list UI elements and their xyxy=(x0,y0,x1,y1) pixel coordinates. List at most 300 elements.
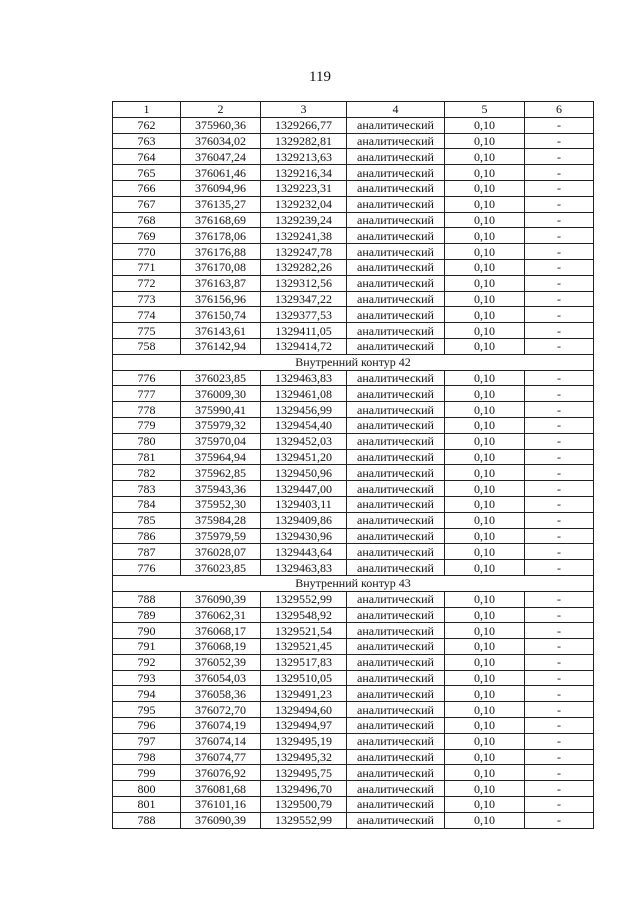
table-cell: аналитический xyxy=(347,307,445,323)
table-cell: - xyxy=(525,370,594,386)
table-cell: 1329312,56 xyxy=(261,275,347,291)
table-cell: 0,10 xyxy=(445,244,525,260)
table-cell: 766 xyxy=(113,180,181,196)
table-cell: - xyxy=(525,512,594,528)
table-row xyxy=(113,544,594,560)
table-cell: 1329223,31 xyxy=(261,180,347,196)
table-cell: 376074,77 xyxy=(181,749,261,765)
table-cell: 765 xyxy=(113,165,181,181)
table-cell: 376074,19 xyxy=(181,718,261,734)
table-cell: 1329494,97 xyxy=(261,718,347,734)
table-cell: 1329521,45 xyxy=(261,639,347,655)
column-header: 2 xyxy=(181,102,261,118)
table-row xyxy=(113,244,594,260)
column-header: 5 xyxy=(445,102,525,118)
table-cell: - xyxy=(525,749,594,765)
table-cell: 1329451,20 xyxy=(261,449,347,465)
table-row xyxy=(113,433,594,449)
table-row xyxy=(113,323,594,339)
table-cell: - xyxy=(525,686,594,702)
table-cell: 1329552,99 xyxy=(261,591,347,607)
table-cell: аналитический xyxy=(347,512,445,528)
table-cell: 1329411,05 xyxy=(261,323,347,339)
table-cell: - xyxy=(525,117,594,133)
table-cell: 376052,39 xyxy=(181,654,261,670)
table-cell: аналитический xyxy=(347,481,445,497)
table-cell: - xyxy=(525,291,594,307)
table-cell: 0,10 xyxy=(445,417,525,433)
table-cell: - xyxy=(525,323,594,339)
table-cell: 0,10 xyxy=(445,291,525,307)
coordinates-table xyxy=(112,101,594,829)
table-cell: 0,10 xyxy=(445,591,525,607)
table-cell: аналитический xyxy=(347,544,445,560)
table-cell: аналитический xyxy=(347,528,445,544)
table-cell: 776 xyxy=(113,560,181,576)
table-cell: - xyxy=(525,781,594,797)
table-cell: аналитический xyxy=(347,196,445,212)
table-cell: 376094,96 xyxy=(181,180,261,196)
table-cell: - xyxy=(525,718,594,734)
table-cell: аналитический xyxy=(347,812,445,828)
table-cell: 800 xyxy=(113,781,181,797)
table-cell: 0,10 xyxy=(445,386,525,402)
table-cell: - xyxy=(525,765,594,781)
table-row xyxy=(113,765,594,781)
table-cell: 376023,85 xyxy=(181,370,261,386)
table-cell: 376143,61 xyxy=(181,323,261,339)
table-cell: 375964,94 xyxy=(181,449,261,465)
table-cell: 1329495,32 xyxy=(261,749,347,765)
table-row xyxy=(113,591,594,607)
table-cell: 0,10 xyxy=(445,654,525,670)
table-cell: аналитический xyxy=(347,117,445,133)
table-cell: 376072,70 xyxy=(181,702,261,718)
table-cell: 770 xyxy=(113,244,181,260)
table-cell: 0,10 xyxy=(445,670,525,686)
table-cell: 0,10 xyxy=(445,133,525,149)
table-cell: 376135,27 xyxy=(181,196,261,212)
table-cell: 782 xyxy=(113,465,181,481)
section-row xyxy=(113,354,594,370)
table-cell: - xyxy=(525,654,594,670)
table-cell: аналитический xyxy=(347,433,445,449)
table-cell: - xyxy=(525,275,594,291)
column-header: 1 xyxy=(113,102,181,118)
table-row xyxy=(113,670,594,686)
table-row xyxy=(113,528,594,544)
table-cell: 376068,17 xyxy=(181,623,261,639)
table-cell: 0,10 xyxy=(445,165,525,181)
table-cell: 1329347,22 xyxy=(261,291,347,307)
table-cell: 1329443,64 xyxy=(261,544,347,560)
table-cell: 0,10 xyxy=(445,544,525,560)
table-cell: 376168,69 xyxy=(181,212,261,228)
table-cell: 0,10 xyxy=(445,718,525,734)
table-row xyxy=(113,797,594,813)
table-cell: 376058,36 xyxy=(181,686,261,702)
table-row xyxy=(113,228,594,244)
table-row xyxy=(113,402,594,418)
table-cell: 0,10 xyxy=(445,402,525,418)
table-cell: 758 xyxy=(113,338,181,354)
table-row xyxy=(113,133,594,149)
table-cell: 1329463,83 xyxy=(261,560,347,576)
table-cell: 0,10 xyxy=(445,259,525,275)
table-cell: аналитический xyxy=(347,386,445,402)
table-cell: - xyxy=(525,797,594,813)
table-row xyxy=(113,165,594,181)
table-cell: 375962,85 xyxy=(181,465,261,481)
table-row xyxy=(113,291,594,307)
table-cell: 376090,39 xyxy=(181,812,261,828)
table-cell: 0,10 xyxy=(445,228,525,244)
table-cell: 376009,30 xyxy=(181,386,261,402)
table-cell: - xyxy=(525,165,594,181)
table-cell: 777 xyxy=(113,386,181,402)
table-cell: - xyxy=(525,449,594,465)
table-cell: 376150,74 xyxy=(181,307,261,323)
table-cell: 375990,41 xyxy=(181,402,261,418)
table-cell: аналитический xyxy=(347,797,445,813)
table-row xyxy=(113,623,594,639)
table-cell: 376062,31 xyxy=(181,607,261,623)
table-cell: 775 xyxy=(113,323,181,339)
table-row xyxy=(113,749,594,765)
table-cell: 772 xyxy=(113,275,181,291)
table-cell: 376076,92 xyxy=(181,765,261,781)
table-row xyxy=(113,812,594,828)
table-row xyxy=(113,496,594,512)
table-cell: 792 xyxy=(113,654,181,670)
table-cell: 1329517,83 xyxy=(261,654,347,670)
table-cell: 0,10 xyxy=(445,149,525,165)
table-cell: - xyxy=(525,244,594,260)
table-row xyxy=(113,639,594,655)
table-cell: - xyxy=(525,417,594,433)
table-cell: аналитический xyxy=(347,639,445,655)
table-cell: аналитический xyxy=(347,560,445,576)
table-cell: 0,10 xyxy=(445,749,525,765)
table-row xyxy=(113,370,594,386)
table-cell: 1329447,00 xyxy=(261,481,347,497)
table-cell: аналитический xyxy=(347,370,445,386)
table-cell: аналитический xyxy=(347,733,445,749)
table-cell: 1329521,54 xyxy=(261,623,347,639)
table-cell: 375960,36 xyxy=(181,117,261,133)
table-cell: аналитический xyxy=(347,765,445,781)
table-cell: 797 xyxy=(113,733,181,749)
table-cell: 778 xyxy=(113,402,181,418)
table-row xyxy=(113,718,594,734)
table-cell: 0,10 xyxy=(445,275,525,291)
section-title: Внутренний контур 43 xyxy=(113,575,594,591)
table-cell: 0,10 xyxy=(445,338,525,354)
table-row xyxy=(113,512,594,528)
table-cell: 794 xyxy=(113,686,181,702)
table-cell: 798 xyxy=(113,749,181,765)
table-row xyxy=(113,449,594,465)
table-row xyxy=(113,733,594,749)
table-cell: - xyxy=(525,560,594,576)
table-cell: 0,10 xyxy=(445,607,525,623)
table-cell: 376090,39 xyxy=(181,591,261,607)
table-cell: 0,10 xyxy=(445,496,525,512)
table-cell: 0,10 xyxy=(445,528,525,544)
table-cell: 1329461,08 xyxy=(261,386,347,402)
table-cell: 1329463,83 xyxy=(261,370,347,386)
table-cell: - xyxy=(525,133,594,149)
table-cell: 1329430,96 xyxy=(261,528,347,544)
table-cell: 767 xyxy=(113,196,181,212)
table-cell: 376176,88 xyxy=(181,244,261,260)
table-cell: - xyxy=(525,812,594,828)
table-cell: 376170,08 xyxy=(181,259,261,275)
table-cell: аналитический xyxy=(347,591,445,607)
table-cell: аналитический xyxy=(347,228,445,244)
section-title: Внутренний контур 42 xyxy=(113,354,594,370)
table-cell: аналитический xyxy=(347,244,445,260)
table-cell: 785 xyxy=(113,512,181,528)
table-row xyxy=(113,307,594,323)
table-row xyxy=(113,338,594,354)
table-cell: 784 xyxy=(113,496,181,512)
table-cell: 0,10 xyxy=(445,117,525,133)
table-cell: 796 xyxy=(113,718,181,734)
table-cell: аналитический xyxy=(347,449,445,465)
table-cell: аналитический xyxy=(347,149,445,165)
table-cell: - xyxy=(525,623,594,639)
table-cell: 376074,14 xyxy=(181,733,261,749)
table-cell: - xyxy=(525,212,594,228)
table-cell: - xyxy=(525,528,594,544)
table-cell: - xyxy=(525,733,594,749)
table-row xyxy=(113,417,594,433)
table-cell: аналитический xyxy=(347,338,445,354)
table-row xyxy=(113,607,594,623)
table-cell: 801 xyxy=(113,797,181,813)
table-row xyxy=(113,465,594,481)
table-cell: - xyxy=(525,149,594,165)
table-cell: 1329216,34 xyxy=(261,165,347,181)
table-row xyxy=(113,781,594,797)
table-cell: аналитический xyxy=(347,686,445,702)
table-cell: аналитический xyxy=(347,259,445,275)
table-cell: аналитический xyxy=(347,417,445,433)
table-cell: аналитический xyxy=(347,749,445,765)
table-cell: - xyxy=(525,228,594,244)
table-cell: 781 xyxy=(113,449,181,465)
section-row xyxy=(113,575,594,591)
table-cell: аналитический xyxy=(347,465,445,481)
table-cell: 376028,07 xyxy=(181,544,261,560)
table-cell: 1329241,38 xyxy=(261,228,347,244)
table-cell: аналитический xyxy=(347,607,445,623)
table-cell: 1329548,92 xyxy=(261,607,347,623)
table-cell: 1329282,81 xyxy=(261,133,347,149)
table-cell: 1329496,70 xyxy=(261,781,347,797)
table-cell: - xyxy=(525,496,594,512)
table-cell: 0,10 xyxy=(445,370,525,386)
table-cell: - xyxy=(525,465,594,481)
column-header: 3 xyxy=(261,102,347,118)
table-cell: 0,10 xyxy=(445,623,525,639)
table-cell: аналитический xyxy=(347,291,445,307)
table-cell: 771 xyxy=(113,259,181,275)
table-cell: - xyxy=(525,433,594,449)
table-row xyxy=(113,149,594,165)
table-cell: 0,10 xyxy=(445,481,525,497)
table-cell: 773 xyxy=(113,291,181,307)
table-cell: 375952,30 xyxy=(181,496,261,512)
table-cell: 376142,94 xyxy=(181,338,261,354)
table-cell: 791 xyxy=(113,639,181,655)
table-row xyxy=(113,180,594,196)
table-cell: 1329500,79 xyxy=(261,797,347,813)
table-cell: 1329213,63 xyxy=(261,149,347,165)
table-cell: 787 xyxy=(113,544,181,560)
table-cell: аналитический xyxy=(347,275,445,291)
table-cell: 376061,46 xyxy=(181,165,261,181)
table-cell: 375984,28 xyxy=(181,512,261,528)
table-row xyxy=(113,259,594,275)
table-row xyxy=(113,702,594,718)
table-cell: - xyxy=(525,402,594,418)
table-cell: 376068,19 xyxy=(181,639,261,655)
table-cell: 375979,59 xyxy=(181,528,261,544)
column-header: 6 xyxy=(525,102,594,118)
table-cell: 788 xyxy=(113,812,181,828)
table-cell: аналитический xyxy=(347,323,445,339)
table-cell: 376023,85 xyxy=(181,560,261,576)
table-cell: аналитический xyxy=(347,402,445,418)
table-cell: 788 xyxy=(113,591,181,607)
table-cell: 0,10 xyxy=(445,765,525,781)
table-cell: 1329450,96 xyxy=(261,465,347,481)
table-cell: 783 xyxy=(113,481,181,497)
table-cell: - xyxy=(525,196,594,212)
table-cell: 0,10 xyxy=(445,560,525,576)
table-cell: - xyxy=(525,338,594,354)
table-cell: 769 xyxy=(113,228,181,244)
table-cell: 1329377,53 xyxy=(261,307,347,323)
table-cell: 1329403,11 xyxy=(261,496,347,512)
table-cell: 376101,16 xyxy=(181,797,261,813)
table-cell: - xyxy=(525,259,594,275)
table-cell: 1329282,26 xyxy=(261,259,347,275)
table-cell: 1329491,23 xyxy=(261,686,347,702)
table-cell: 375979,32 xyxy=(181,417,261,433)
table-cell: 0,10 xyxy=(445,639,525,655)
table-cell: 1329495,75 xyxy=(261,765,347,781)
table-cell: 774 xyxy=(113,307,181,323)
table-cell: аналитический xyxy=(347,496,445,512)
table-cell: 376178,06 xyxy=(181,228,261,244)
table-row xyxy=(113,686,594,702)
table-cell: 0,10 xyxy=(445,512,525,528)
table-cell: 768 xyxy=(113,212,181,228)
table-cell: 0,10 xyxy=(445,812,525,828)
table-cell: 1329409,86 xyxy=(261,512,347,528)
table-cell: - xyxy=(525,481,594,497)
table-cell: 376047,24 xyxy=(181,149,261,165)
table-row xyxy=(113,386,594,402)
table-cell: - xyxy=(525,180,594,196)
table-cell: - xyxy=(525,591,594,607)
table-cell: 1329414,72 xyxy=(261,338,347,354)
table-row xyxy=(113,212,594,228)
table-cell: - xyxy=(525,670,594,686)
table-cell: 0,10 xyxy=(445,465,525,481)
table-cell: аналитический xyxy=(347,165,445,181)
table-cell: аналитический xyxy=(347,180,445,196)
table-body xyxy=(113,117,594,828)
table-cell: 780 xyxy=(113,433,181,449)
table-cell: аналитический xyxy=(347,670,445,686)
table-cell: 795 xyxy=(113,702,181,718)
table-cell: аналитический xyxy=(347,718,445,734)
table-row xyxy=(113,654,594,670)
table-cell: 1329456,99 xyxy=(261,402,347,418)
table-cell: 1329232,04 xyxy=(261,196,347,212)
table-cell: 790 xyxy=(113,623,181,639)
table-cell: 1329266,77 xyxy=(261,117,347,133)
table-cell: аналитический xyxy=(347,133,445,149)
table-cell: 0,10 xyxy=(445,180,525,196)
table-cell: - xyxy=(525,607,594,623)
table-row xyxy=(113,196,594,212)
table-cell: - xyxy=(525,639,594,655)
table-cell: 793 xyxy=(113,670,181,686)
table-cell: 1329552,99 xyxy=(261,812,347,828)
table-cell: аналитический xyxy=(347,654,445,670)
table-cell: аналитический xyxy=(347,212,445,228)
table-cell: 1329494,60 xyxy=(261,702,347,718)
table-cell: 779 xyxy=(113,417,181,433)
table-cell: 799 xyxy=(113,765,181,781)
table-cell: 375970,04 xyxy=(181,433,261,449)
table-row xyxy=(113,275,594,291)
table-cell: аналитический xyxy=(347,623,445,639)
table-cell: 0,10 xyxy=(445,733,525,749)
table-cell: 763 xyxy=(113,133,181,149)
table-row xyxy=(113,481,594,497)
table-cell: аналитический xyxy=(347,781,445,797)
table-cell: 376163,87 xyxy=(181,275,261,291)
table-cell: - xyxy=(525,702,594,718)
table-cell: 375943,36 xyxy=(181,481,261,497)
table-cell: 376156,96 xyxy=(181,291,261,307)
table-cell: 0,10 xyxy=(445,307,525,323)
table-cell: 0,10 xyxy=(445,702,525,718)
table-cell: - xyxy=(525,544,594,560)
table-cell: 376034,02 xyxy=(181,133,261,149)
table-cell: 0,10 xyxy=(445,449,525,465)
table-cell: 0,10 xyxy=(445,212,525,228)
table-cell: 0,10 xyxy=(445,781,525,797)
table-cell: 786 xyxy=(113,528,181,544)
table-cell: 0,10 xyxy=(445,686,525,702)
table-cell: 0,10 xyxy=(445,196,525,212)
table-cell: 1329239,24 xyxy=(261,212,347,228)
table-cell: 1329452,03 xyxy=(261,433,347,449)
table-cell: 764 xyxy=(113,149,181,165)
table-cell: 762 xyxy=(113,117,181,133)
table-cell: 1329510,05 xyxy=(261,670,347,686)
table-cell: аналитический xyxy=(347,702,445,718)
table-row xyxy=(113,117,594,133)
table-header-row xyxy=(113,102,594,118)
